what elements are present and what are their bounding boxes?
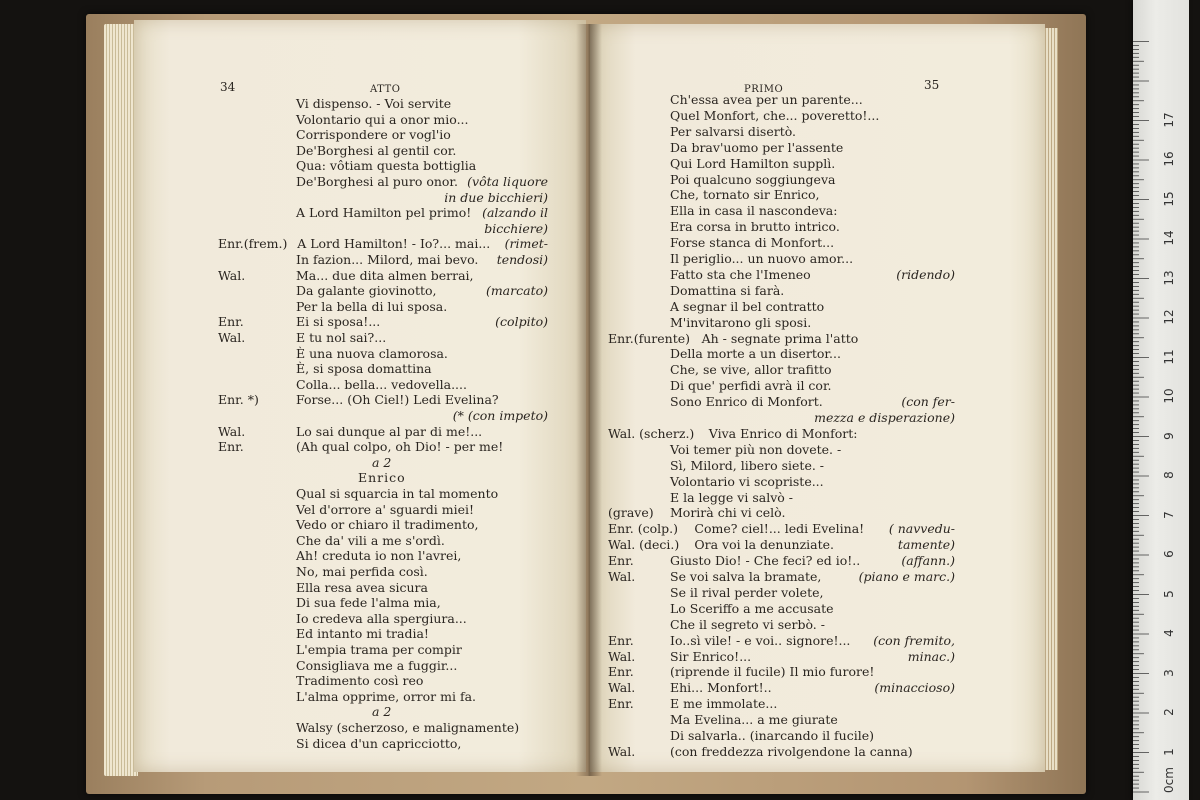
ruler-number: 2 [1162,708,1176,716]
verse-line: Se voi salva la bramate, [670,569,822,584]
stage-direction: (marcato) [485,283,548,299]
verse-line: De'Borghesi al puro onor. [296,174,459,189]
speaker-label: Wal. [608,648,636,664]
verse-line: Della morte a un disertor... [670,346,841,362]
stage-direction: in due bicchieri) [444,189,548,205]
verse-line: Vi dispenso. - Voi servite [296,96,452,111]
speaker-label: Enr. *) [218,392,259,408]
speaker-label: Enr. [608,632,634,648]
ruler-number: 8 [1162,471,1176,479]
verse-line: Ah - segnate prima l'atto [701,330,859,346]
stage-direction: (rimet- [504,236,548,252]
verse-line: Si dicea d'un capricciotto, [296,735,462,751]
verse-line: Come? ciel!... ledi Evelina! [694,521,865,537]
verse-line: Ella in casa il nascondeva: [670,203,838,219]
speaker-label: Enr. [608,664,634,680]
verse-line: Lo Sceriffo a me accusate [670,600,834,616]
stage-direction: mezza e disperazione) [814,410,955,425]
stage-direction: tendosi) [496,252,548,267]
verse-line: Qua: vôtiam questa bottiglia [296,158,477,174]
verse-line: Corrispondere or vogl'io [296,127,451,143]
verse-line: Io..sì vile! - e voi.. signore!... [670,632,851,648]
ruler-number: 10 [1162,388,1176,404]
stage-direction: tamente) [897,537,955,553]
verse-line: Di salvarla.. (inarcando il fucile) [670,728,874,743]
right-running-head: PRIMO [744,84,784,95]
verse-line: Ella resa avea sicura [296,579,428,595]
verse-line: Lo sai dunque al par di me!... [296,423,483,439]
verse-line: L'empia trama per compir [296,642,462,657]
stage-direction: (con fremito, [873,632,955,648]
verse-line: Ora voi la denunziate. [694,537,835,553]
stage-direction: (affann.) [901,553,955,569]
stage-direction: (alzando il [482,205,548,221]
verse-line: Ed intanto mi tradia! [296,626,429,642]
ruler-number: 17 [1162,111,1176,128]
verse-line: E la legge vi salvò - [670,489,793,505]
ruler-number: 0cm [1162,767,1176,794]
verse-line: E tu nol sai?... [296,330,387,345]
verse-line: È una nuova clamorosa. [296,345,448,361]
speaker-label: Wal. (deci.) [608,537,680,553]
left-page [134,20,586,772]
verse-line: L'alma opprime, orror mi fa. [296,688,476,704]
speaker-label: Enr. [608,696,634,712]
verse-line: Ma Evelina... a me giurate [670,712,838,728]
verse-line: Per salvarsi disertò. [670,123,797,139]
verse-line: A Lord Hamilton pel primo! [296,205,472,221]
verse-line: Che da' vili a me s'ordì. [296,532,445,548]
verse-line: A segnar il bel contratto [670,298,825,314]
stage-direction: ( navvedu- [888,521,955,537]
left-running-head: ATTO [370,84,401,95]
stage-direction: (ridendo) [896,266,955,282]
verse-line: Da galante giovinotto, [296,283,437,299]
ruler-number: 4 [1162,629,1176,637]
stage-direction: (piano e marc.) [858,569,955,584]
verse-line: Colla... bella... vedovella.... [296,376,467,392]
stage-direction: (colpito) [495,314,548,330]
verse-line: Tradimento così reo [296,673,424,689]
speaker-label: Wal. [608,680,636,696]
ruler-number: 12 [1162,309,1176,325]
verse-line: Vedo or chiaro il tradimento, [296,517,479,533]
verse-line: Di que' perfidi avrà il cor. [670,378,832,394]
ruler-number: 14 [1162,230,1176,246]
verse-line: Enrico [358,470,406,486]
speaker-label: Wal. [608,569,636,584]
verse-line: Giusto Dio! - Che feci? ed io!.. [670,553,861,569]
verse-line: (riprende il fucile) Il mio furore! [670,664,875,680]
verse-line: E me immolate... [670,696,778,712]
verse-line: Che, se vive, allor trafitto [670,362,832,378]
ruler-number: 9 [1162,431,1176,440]
ruler-number: 5 [1162,589,1176,598]
verse-line: Voi temer più non dovete. - [670,441,842,457]
verse-line: Domattina si farà. [670,282,785,298]
verse-line: M'invitarono gli sposi. [670,314,812,330]
stage-direction: (minaccioso) [874,680,955,696]
verse-line: Per la bella di lui sposa. [296,298,448,314]
verse-line: Qui Lord Hamilton supplì. [670,155,836,171]
verse-line: Che il segreto vi serbò. - [670,616,825,632]
measuring-ruler [1133,0,1189,800]
ruler-number: 3 [1162,668,1176,677]
speaker-label: Enr. [218,314,244,330]
verse-line: Poi qualcuno soggiungeva [670,171,836,187]
speaker-label: Enr. [218,439,244,455]
verse-line: Fatto sta che l'Imeneo [670,266,811,282]
ruler-number: 13 [1162,269,1176,286]
verse-line: No, mai perfida così. [296,564,428,579]
stage-direction: (con fer- [901,394,955,410]
verse-line: Ei si sposa!... [296,314,381,330]
verse-line: Morirà chi vi celò. [670,505,786,521]
speaker-label: Wal. [218,330,246,345]
speaker-label: Enr. (colp.) [608,521,678,537]
right-page [590,24,1045,772]
right-page-number: 35 [924,78,940,92]
left-page-number: 34 [220,80,236,94]
speaker-label: Wal. (scherz.) [608,425,695,441]
verse-line: Sono Enrico di Monfort. [670,394,823,410]
ruler-number: 6 [1162,550,1176,558]
verse-line: Sì, Milord, libero siete. - [670,457,825,473]
ruler-number: 7 [1162,510,1176,519]
verse-line: Consigliava me a fuggir... [296,657,458,673]
verse-line: Se il rival perder volete, [670,584,824,600]
speaker-label: Wal. [218,267,246,283]
verse-line: Walsy (scherzoso, e malignamente) [296,720,520,735]
ruler-number: 16 [1162,151,1176,167]
verse-line: (con freddezza rivolgendone la canna) [670,743,913,759]
verse-line: In fazion... Milord, mai bevo. [296,252,479,267]
verse-line: Di sua fede l'alma mia, [296,595,441,611]
verse-line: Il periglio... un nuovo amor... [670,251,854,266]
stage-direction: (* (con impeto) [452,408,548,423]
verse-line: Volontario vi scopriste... [670,473,824,489]
speaker-label: (grave) [608,505,654,521]
verse-line: Ah! creduta io non l'avrei, [296,548,462,564]
verse-line: Ma... due dita almen berrai, [296,267,474,283]
verse-line: a 2 [372,704,392,720]
verse-line: Sir Enrico!... [670,648,752,664]
verse-line: Da brav'uomo per l'assente [670,139,844,155]
ruler-number: 11 [1162,348,1176,365]
ruler-number: 1 [1162,747,1176,756]
verse-line: Vel d'orrore a' sguardi miei! [296,501,475,517]
verse-line: (Ah qual colpo, oh Dio! - per me! [296,439,504,455]
speaker-label: Enr. [608,553,634,569]
ruler-number: 15 [1162,190,1176,207]
verse-line: De'Borghesi al gentil cor. [296,142,457,158]
stage-direction: (vôta liquore [467,174,548,189]
verse-line: Forse... (Oh Ciel!) Ledi Evelina? [296,392,499,408]
verse-line: Volontario qui a onor mio... [296,111,469,127]
book-gutter [576,24,602,776]
verse-line: Ch'essa avea per un parente... [670,92,863,107]
verse-line: Quel Monfort, che... poveretto!... [670,107,880,123]
verse-line: a 2 [372,454,392,470]
stage-direction: minac.) [907,648,955,664]
verse-line: A Lord Hamilton! - Io?... mai... [297,236,491,252]
verse-line: Forse stanca di Monfort... [670,235,835,251]
verse-line: Io credeva alla spergiura... [296,610,467,626]
verse-line: Viva Enrico di Monfort: [708,425,858,441]
verse-line: Qual si squarcia in tal momento [296,486,499,501]
speaker-label: Wal. [218,423,246,439]
verse-line: Era corsa in brutto intrico. [670,219,840,235]
speaker-label: Enr.(frem.) [218,236,288,252]
page-edges-left [104,24,138,776]
verse-line: È, si sposa domattina [296,361,432,377]
verse-line: Che, tornato sir Enrico, [670,187,820,203]
verse-line: Ehi... Monfort!.. [670,680,772,696]
speaker-label: Enr.(furente) [608,330,691,346]
speaker-label: Wal. [608,743,636,759]
stage-direction: bicchiere) [484,220,548,236]
